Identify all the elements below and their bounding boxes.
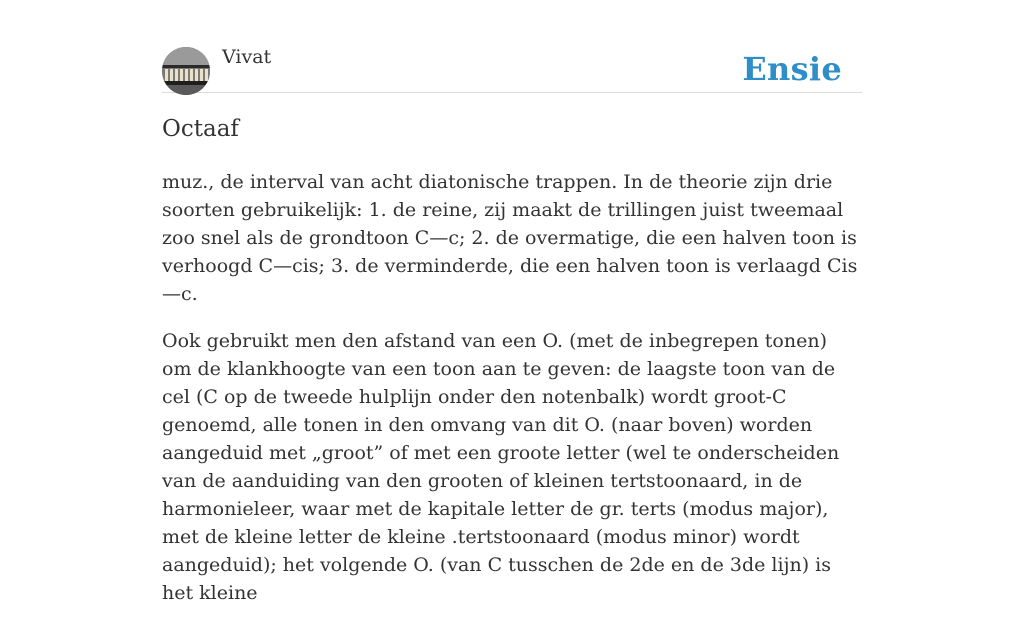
brand-logo[interactable]: Ensie — [742, 50, 842, 88]
paragraph: muz., de interval van acht diatonische trappen. In de theorie zijn drie soorten gebruikelijk: 1. de reine, zij maakt de trillingen juist tweemaal zoo snel als de grondtoon C—c; 2. de overmatige, die een halven toon is verhoogd C—cis; 3. de verminderde, die een halven toon is verlaagd Cis—c. — [162, 171, 858, 305]
author-name[interactable]: Vivat — [222, 46, 272, 68]
avatar[interactable] — [162, 47, 210, 95]
header — [162, 0, 862, 93]
typewriter-icon — [162, 47, 210, 95]
article-body — [162, 168, 862, 626]
paragraph: Ook gebruikt men den afstand van een O. (met de inbegrepen tonen) om de klankhoogte van een toon aan te geven: de laagste toon van de cel (C op de tweede hulplijn onder den notenbalk) wordt groot-C genoemd, alle tonen in den omvang van dit O. (naar boven) worden aangeduid met „groot” of met een groote letter (wel te onderscheiden van de aanduiding van den grooten of kleinen tertstoonaard, in de harmonieleer, waar met de kapitale letter de gr. terts (modus major), met de kleine letter de kleine .tertstoonaard (modus minor) wordt aangeduid); het volgende O. (van C tusschen de 2de en de 3de lijn) is het kleine — [162, 330, 840, 604]
page — [162, 0, 862, 604]
page-title: Octaaf — [162, 116, 239, 142]
